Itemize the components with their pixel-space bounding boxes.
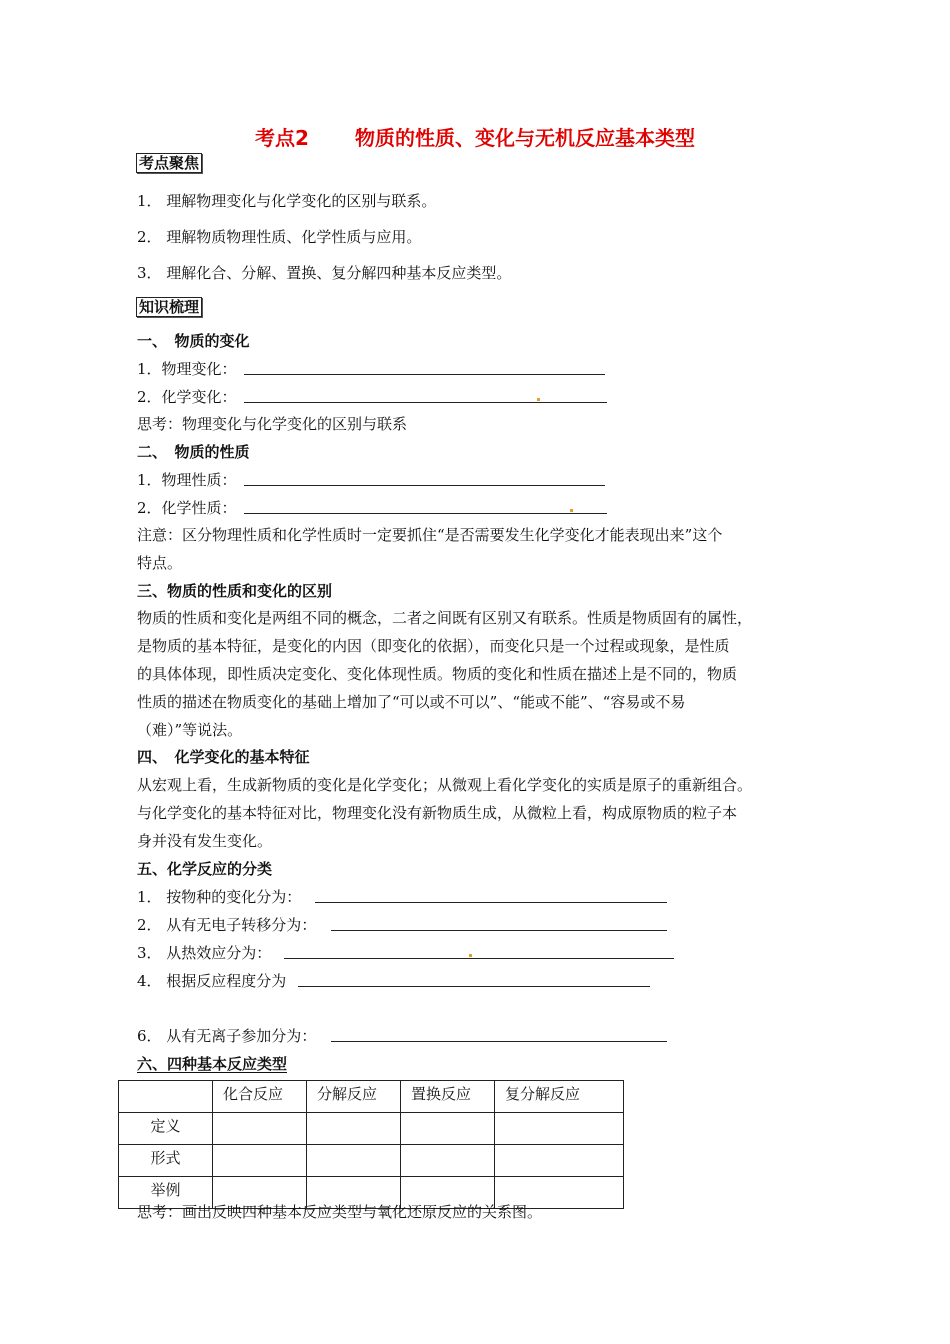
section-4-line-1: 从宏观上看，生成新物质的变化是化学变化；从微观上看化学变化的实质是原子的重新组合。	[137, 776, 753, 794]
chemical-change-label: 2．化学变化：	[137, 388, 237, 406]
ink-dot	[570, 509, 573, 512]
ink-dot	[537, 398, 540, 401]
page-title	[0, 122, 950, 151]
section-3-line-3: 的具体体现，即性质决定变化、变化体现性质。物质的变化和性质在描述上是不同的，物质	[137, 665, 738, 683]
section-3-line-2: 是物质的基本特征，是变化的内因（即变化的依据），而变化只是一个过程或现象，是性质	[137, 637, 730, 655]
column-header: 置换反应	[401, 1081, 495, 1113]
classification-blank-2[interactable]	[331, 930, 667, 931]
table-cell[interactable]	[495, 1145, 624, 1177]
title-topic-number: 考点2	[255, 126, 309, 150]
focus-item-1: 1． 理解物理变化与化学变化的区别与联系。	[137, 192, 437, 210]
classification-item-1: 1． 按物种的变化分为：	[137, 888, 302, 906]
table-header-row	[119, 1081, 624, 1113]
classification-item-3: 3． 从热效应分为：	[137, 944, 272, 962]
column-header: 分解反应	[307, 1081, 401, 1113]
table-cell[interactable]	[307, 1113, 401, 1145]
section-2-title: 二、 物质的性质	[137, 443, 250, 461]
table-corner-cell	[119, 1081, 213, 1113]
section-2-note-line-1: 注意：区分物理性质和化学性质时一定要抓住“是否需要发生化学变化才能表现出来”这个	[137, 526, 723, 544]
physical-property-blank[interactable]	[244, 485, 605, 486]
table-cell[interactable]	[401, 1145, 495, 1177]
section-1-think: 思考：物理变化与化学变化的区别与联系	[137, 415, 408, 433]
section-4-line-2: 与化学变化的基本特征对比，物理变化没有新物质生成，从微粒上看，构成原物质的粒子本	[137, 804, 738, 822]
ink-dot	[469, 954, 472, 957]
chemical-change-blank[interactable]	[244, 402, 607, 403]
table-row	[119, 1113, 624, 1145]
physical-change-label: 1．物理变化：	[137, 360, 237, 378]
section-3-line-1: 物质的性质和变化是两组不同的概念，二者之间既有区别又有联系。性质是物质固有的属性，	[137, 609, 753, 627]
table-cell[interactable]	[307, 1145, 401, 1177]
section-1-title: 一、 物质的变化	[137, 332, 250, 350]
table-cell[interactable]	[401, 1113, 495, 1145]
section-4-line-3: 身并没有发生变化。	[137, 832, 273, 850]
row-header: 形式	[119, 1145, 213, 1177]
classification-blank-3[interactable]	[284, 958, 674, 959]
classification-item-2: 2． 从有无电子转移分为：	[137, 916, 317, 934]
classification-blank-6[interactable]	[331, 1041, 667, 1042]
table-row	[119, 1145, 624, 1177]
classification-blank-1[interactable]	[315, 902, 667, 903]
reaction-types-table	[118, 1080, 624, 1209]
row-header: 举例	[119, 1177, 213, 1209]
section-4-title: 四、 化学变化的基本特征	[137, 748, 310, 766]
section-3-line-5: （难）”等说法。	[137, 721, 243, 739]
row-header: 定义	[119, 1113, 213, 1145]
physical-property-label: 1．物理性质：	[137, 471, 237, 489]
title-topic-name: 物质的性质、变化与无机反应基本类型	[354, 126, 695, 150]
classification-item-4: 4． 根据反应程度分为	[137, 972, 287, 990]
section-3-title: 三、物质的性质和变化的区别	[137, 582, 333, 600]
physical-change-blank[interactable]	[244, 374, 605, 375]
section-3-line-4: 性质的描述在物质变化的基础上增加了“可以或不可以”、“能或不能”、“容易或不易	[137, 693, 686, 711]
table-cell[interactable]	[213, 1145, 307, 1177]
focus-item-3: 3． 理解化合、分解、置换、复分解四种基本反应类型。	[137, 264, 512, 282]
classification-blank-4[interactable]	[298, 986, 650, 987]
chemical-property-blank[interactable]	[244, 513, 607, 514]
focus-item-2: 2． 理解物质物理性质、化学性质与应用。	[137, 228, 422, 246]
column-header: 化合反应	[213, 1081, 307, 1113]
focus-heading: 考点聚焦	[136, 153, 202, 173]
knowledge-heading: 知识梳理	[136, 297, 202, 317]
table-cell[interactable]	[213, 1113, 307, 1145]
section-2-note-line-2: 特点。	[137, 554, 183, 572]
section-5-title: 五、化学反应的分类	[137, 860, 273, 878]
table-cell[interactable]	[495, 1113, 624, 1145]
classification-item-6: 6． 从有无离子参加分为：	[137, 1027, 317, 1045]
section-6-title: 六、四种基本反应类型	[137, 1055, 288, 1073]
chemical-property-label: 2．化学性质：	[137, 499, 237, 517]
final-think: 思考：画出反映四种基本反应类型与氧化还原反应的关系图。	[137, 1203, 543, 1221]
column-header: 复分解反应	[495, 1081, 624, 1113]
